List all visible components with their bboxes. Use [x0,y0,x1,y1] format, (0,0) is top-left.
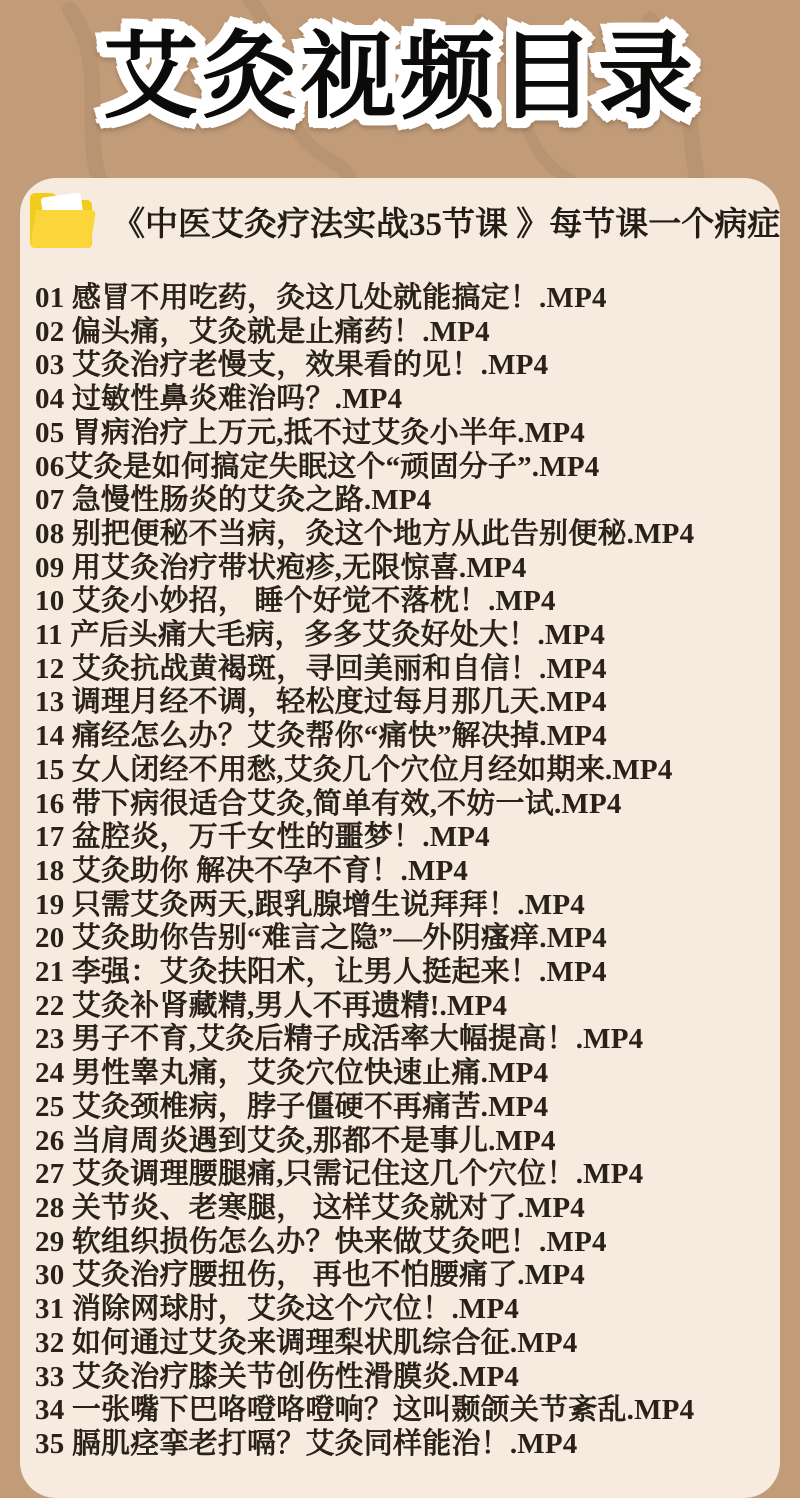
list-item: 02 偏头痛，艾灸就是止痛药！.MP4 [35,315,490,348]
list-item: 31 消除网球肘，艾灸这个穴位！.MP4 [35,1293,520,1326]
list-item: 12 艾灸抗战黄褐斑，寻回美丽和自信！.MP4 [35,652,607,685]
course-header-label: 《中医艾灸疗法实战35节课 》每节课一个病症 [112,206,781,243]
list-item: 26 当肩周炎遇到艾灸,那都不是事儿.MP4 [35,1124,556,1157]
list-item: 14 痛经怎么办？艾灸帮你“痛快”解决掉.MP4 [35,720,607,753]
list-item: 11 产后头痛大毛病，多多艾灸好处大！.MP4 [35,619,606,652]
list-item: 24 男性睾丸痛，艾灸穴位快速止痛.MP4 [35,1057,549,1090]
list-item: 07 急慢性肠炎的艾灸之路.MP4 [35,484,432,517]
list-item: 25 艾灸颈椎病，脖子僵硬不再痛苦.MP4 [35,1090,549,1123]
list-item: 20 艾灸助你告别“难言之隐”—外阴瘙痒.MP4 [35,922,607,955]
list-item: 17 盆腔炎，万千女性的噩梦！.MP4 [35,821,490,854]
page-title: 艾灸视频目录 艾灸视频目录 [103,26,697,129]
list-item: 22 艾灸补肾藏精,男人不再遗精!.MP4 [35,989,508,1022]
list-item: 19 只需艾灸两天,跟乳腺增生说拜拜！.MP4 [35,888,585,921]
list-item: 33 艾灸治疗膝关节创伤性滑膜炎.MP4 [35,1360,520,1393]
title-banner [0,0,800,132]
list-item: 05 胃病治疗上万元,抵不过艾灸小半年.MP4 [35,416,585,449]
list-item: 18 艾灸助你 解决不孕不育！.MP4 [35,854,469,887]
list-item: 35 膈肌痉挛老打嗝？艾灸同样能治！.MP4 [35,1427,578,1460]
list-item: 32 如何通过艾灸来调理梨状肌综合征.MP4 [35,1326,578,1359]
course-header [30,192,780,250]
list-item: 04 过敏性鼻炎难治吗？.MP4 [35,383,403,416]
folder-front-shape [30,210,96,248]
list-item: 06艾灸是如何搞定失眠这个“顽固分子”.MP4 [35,450,600,483]
list-item: 28 关节炎、老寒腿， 这样艾灸就对了.MP4 [35,1191,585,1224]
list-item: 15 女人闭经不用愁,艾灸几个穴位月经如期来.MP4 [35,753,673,786]
list-item: 21 李强：艾灸扶阳术，让男人挺起来！.MP4 [35,956,607,989]
list-item: 34 一张嘴下巴咯噔咯噔响？这叫颞颌关节紊乱.MP4 [35,1394,695,1427]
folder-icon [30,194,96,250]
list-item: 08 别把便秘不当病，灸这个地方从此告别便秘.MP4 [35,517,695,550]
list-item: 27 艾灸调理腰腿痛,只需记住这几个穴位！.MP4 [35,1158,644,1191]
list-item: 23 男子不育,艾灸后精子成活率大幅提高！.MP4 [35,1023,644,1056]
video-list [20,282,780,1462]
list-item: 01 感冒不用吃药，灸这几处就能搞定！.MP4 [35,282,607,314]
list-item: 10 艾灸小妙招， 睡个好觉不落枕！.MP4 [35,585,556,618]
list-item: 16 带下病很适合艾灸,简单有效,不妨一试.MP4 [35,787,622,820]
list-item: 09 用艾灸治疗带状疱疹,无限惊喜.MP4 [35,551,527,584]
list-item: 29 软组织损伤怎么办？快来做艾灸吧！.MP4 [35,1225,607,1258]
list-item: 03 艾灸治疗老慢支，效果看的见！.MP4 [35,349,549,382]
list-item: 30 艾灸治疗腰扭伤， 再也不怕腰痛了.MP4 [35,1259,585,1292]
list-item: 13 调理月经不调，轻松度过每月那几天.MP4 [35,686,607,719]
content-card [20,178,780,1498]
